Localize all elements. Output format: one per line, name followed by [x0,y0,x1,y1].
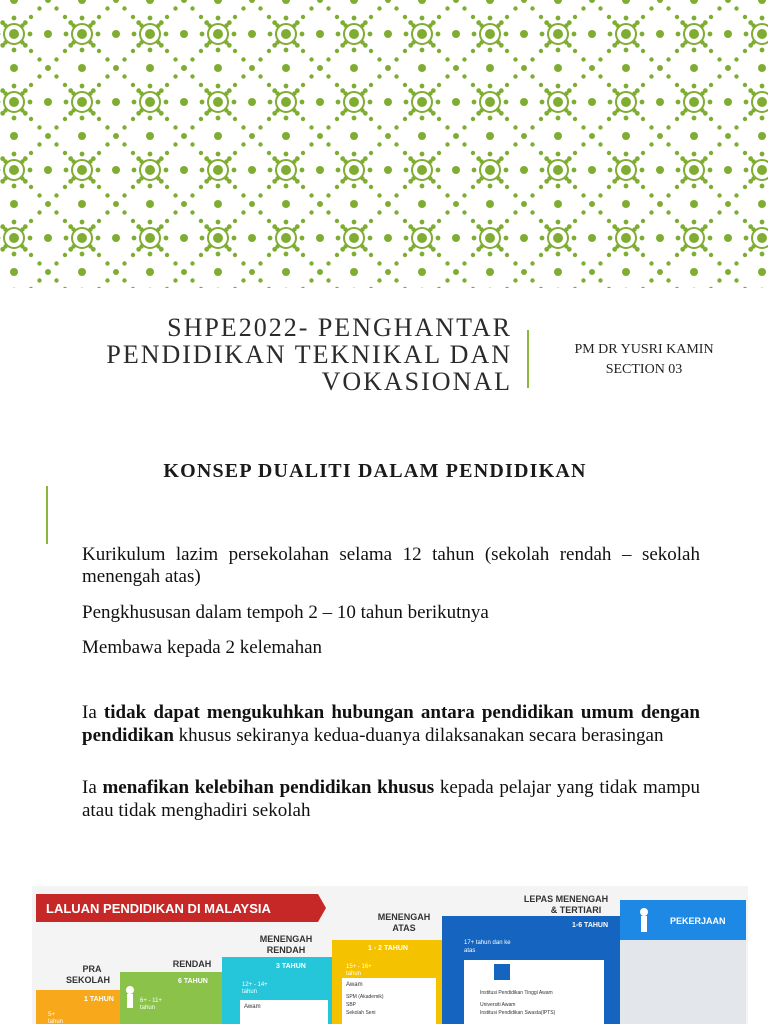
bullet-bold: tidak dapat mengukuhkan hubungan antara pendidikan umum dengan pendidikan [82,702,700,746]
stage-duration: 1 TAHUN [84,996,114,1003]
content-divider [46,486,48,544]
student-icon [126,986,134,994]
bullet-pre: Ia [82,702,104,723]
bullet-post: khusus sekiranya kedua-duanya dilaksanakan secara berasingan [173,725,664,746]
bullet-pre: Ia [82,777,103,798]
author-name: PM DR YUSRI KAMIN [574,342,714,357]
bullet-item-1 [82,702,700,746]
stage-label: RENDAH [266,945,306,955]
paragraph-3: Membawa kepada 2 kelemahan [82,637,323,658]
sub-label: SPM (Akademik) [346,994,384,1000]
stage-label: LEPAS MENENGAH [523,894,609,904]
education-pathway-infographic [0,860,768,1024]
stage-age: tahun [48,1019,64,1024]
stage-duration: 1-6 TAHUN [572,922,609,929]
stage-age: atas [464,948,476,954]
stage-label: SEKOLAH [65,975,111,985]
stage-age: 15+ - 16+ [346,964,372,970]
stage-age: 6+ - 11+ [140,998,162,1004]
title-line-2: PENDIDIKAN TEKNIKAL DAN [106,340,512,369]
title-line-1: SHPE2022- PENGHANTAR [167,313,512,342]
stage-age: 12+ - 14+ [242,982,268,988]
stage-age: 5+ [48,1012,55,1018]
section-label: SECTION 03 [605,362,683,377]
stage-label: MENENGAH [377,912,431,922]
title-line-3: VOKASIONAL [321,367,512,396]
worker-icon [640,908,648,916]
sub-label: Universiti Awam [480,1002,516,1008]
bullet-item-2 [82,777,700,821]
banner-text: LALUAN PENDIDIKAN DI MALAYSIA [46,901,271,916]
content-heading: KONSEP DUALITI DALAM PENDIDIKAN [163,460,587,482]
sub-label: Institusi Pendidikan Tinggi Awam [480,990,553,996]
stage-label: ATAS [392,923,416,933]
bullet-post: kepada pelajar yang tidak mampu atau tidak menghadiri sekolah [82,777,700,821]
stage-age: 17+ tahun dan ke [464,940,511,946]
paragraph-1: Kurikulum lazim persekolahan selama 12 tahun (sekolah rendah – sekolah menengah atas) [82,544,700,587]
stage-label: RENDAH [172,959,212,969]
stage-label: & TERTIARI [550,905,602,915]
pathway-graphic [0,860,768,1024]
stage-label: PRA [82,964,102,974]
stage-duration: 6 TAHUN [178,978,208,985]
stage-label: PEKERJAAN [670,916,726,926]
stage-age: tahun [140,1005,156,1011]
sub-label: Institusi Pendidikan Swasta(IPTS) [480,1010,556,1016]
paragraph-2: Pengkhususan dalam tempoh 2 – 10 tahun berikutnya [82,602,489,623]
stage-duration: 3 TAHUN [276,963,306,970]
stage-age: tahun [346,971,362,977]
bullet-bold: menafikan kelebihan pendidikan khusus [102,777,435,798]
stage-label: MENENGAH [259,934,313,944]
pattern-graphic [0,0,768,288]
building-icon [494,964,510,980]
sub-label: Awam [346,982,363,988]
stage-age: tahun [242,989,258,995]
stage-pekerjaan-column [620,940,746,1024]
stage-duration: 1 - 2 TAHUN [368,945,408,952]
title-divider [527,330,529,388]
author-block [560,340,728,380]
decorative-pattern [0,0,768,288]
worker-icon-body [641,916,647,932]
sub-label: Awam [244,1004,261,1010]
sub-label: Sekolah Seni [346,1010,376,1016]
slide-title [40,314,512,395]
sub-label: SBP [346,1002,357,1008]
student-icon-body [127,994,133,1008]
